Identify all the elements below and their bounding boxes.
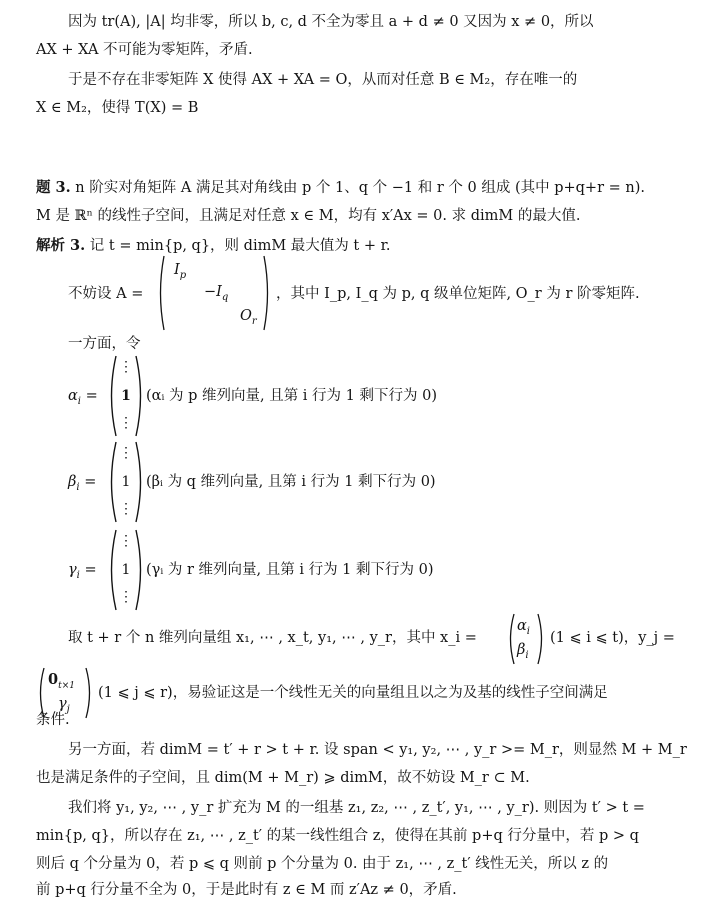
text-line-4: X ∈ M₂，使得 T(X) = B (36, 100, 199, 116)
text-line-17: 则后 q 个分量为 0，若 p ⩽ q 则前 p 个分量为 0. 由于 z₁, ⋯ , z_t′ 线性无关，所以 z 的 (36, 856, 609, 872)
text-line-15: 我们将 y₁, y₂, ⋯ , y_r 扩充为 M 的一组基 z₁, z₂, ⋯ , z_t′, y₁, ⋯ , y_r). 则因为 t′ > t = (68, 800, 645, 816)
yj-bottom-entry: $\gamma_j$ (58, 696, 70, 715)
problem-3-statement (36, 178, 645, 198)
yj-range-line: (1 ⩽ j ⩽ r)，易验证这是一个线性无关的向量组且以之为及基的线性子空间满足 (98, 685, 608, 701)
text-line-1: 因为 tr(A), |A| 均非零，所以 b, c, d 不全为零且 a + d ≠ 0 又因为 x ≠ 0，所以 (68, 14, 594, 30)
left-paren-icon (156, 254, 166, 332)
problem-3-heading: 题 3. (36, 179, 71, 196)
take-vectors-line: 取 t + r 个 n 维列向量组 x₁, ⋯ , x_t, y₁, ⋯ , y_r，其中 x_i = (68, 630, 477, 646)
beta-label: $\beta_i$ = (68, 474, 97, 493)
vector-dots-bottom: ⋮ (119, 415, 133, 431)
right-paren-icon (84, 666, 94, 720)
text-line-14: 也是满足条件的子空间，且 dim(M + M_r) ⩾ dimM，故不妨设 M_r ⊂ M. (36, 770, 530, 786)
vector-dots-bottom: ⋮ (119, 589, 133, 605)
beta-description: (βᵢ 为 q 维列向量, 且第 i 行为 1 剩下行为 0) (146, 474, 436, 490)
vector-one: 1 (121, 474, 131, 490)
alpha-description: (αᵢ 为 p 维列向量, 且第 i 行为 1 剩下行为 0) (146, 388, 437, 404)
right-paren-icon (262, 254, 272, 332)
text-line-3: 于是不存在非零矩阵 X 使得 AX + XA = O，从而对任意 B ∈ M₂，存在唯一的 (68, 72, 578, 88)
text-line-9: 一方面，令 (68, 336, 141, 352)
solution-3-heading: 解析 3. (36, 237, 86, 254)
xi-bottom-entry: $\beta_i$ (517, 642, 529, 661)
vector-dots-bottom: ⋮ (119, 501, 133, 517)
matrix-a-description: ，其中 I_p, I_q 为 p, q 级单位矩阵, O_r 为 r 阶零矩阵. (276, 286, 640, 302)
vector-one: 1 (121, 562, 131, 578)
gamma-vector (104, 528, 148, 612)
alpha-label: $\alpha_i$ = (68, 388, 98, 407)
vector-dots-top: ⋮ (119, 359, 133, 375)
beta-vector (104, 440, 148, 524)
text-line-12: 条件. (36, 712, 70, 728)
text-line-6: M 是 ℝⁿ 的线性子空间，且满足对任意 x ∈ M，均有 x′Ax = 0. 求 dimM 的最大值. (36, 208, 581, 224)
problem-3-text: n 阶实对角矩阵 A 满足其对角线由 p 个 1、q 个 −1 和 r 个 0 组成 (其中 p+q+r = n). (70, 180, 645, 196)
matrix-entry-iq: $-I_q$ (204, 284, 229, 303)
yj-top-entry: $0_{t\times 1}$ (48, 671, 75, 691)
right-paren-icon (536, 612, 546, 666)
text-line-13: 另一方面，若 dimM = t′ + r > t + r. 设 span < y₁, y₂, ⋯ , y_r >= M_r，则显然 M + M_r (68, 742, 687, 758)
matrix-entry-or: $O_r$ (240, 308, 257, 327)
vector-dots-top: ⋮ (119, 533, 133, 549)
vector-one: 1 (121, 388, 131, 404)
gamma-label: $\gamma_i$ = (68, 562, 97, 581)
xi-top-entry: $\alpha_i$ (517, 618, 530, 637)
alpha-vector (104, 354, 148, 438)
matrix-a (156, 254, 274, 332)
matrix-entry-ip: $I_p$ (174, 262, 187, 281)
xi-range: (1 ⩽ i ⩽ t)，y_j = (550, 630, 675, 646)
solution-3-text: 记 t = min{p, q}，则 dimM 最大值为 t + r. (85, 238, 391, 254)
text-line-2: AX + XA 不可能为零矩阵，矛盾. (36, 42, 253, 58)
left-paren-icon (506, 612, 516, 666)
gamma-description: (γᵢ 为 r 维列向量, 且第 i 行为 1 剩下行为 0) (146, 562, 434, 578)
text-line-16: min{p, q}，所以存在 z₁, ⋯ , z_t′ 的某一线性组合 z，使得在其前 p+q 行分量中，若 p > q (36, 828, 639, 844)
xi-vector (506, 612, 546, 666)
vector-dots-top: ⋮ (119, 445, 133, 461)
text-line-18: 前 p+q 行分量不全为 0，于是此时有 z ∈ M 而 z′Az ≠ 0，矛盾. (36, 882, 457, 898)
solution-3-intro (36, 236, 391, 256)
assume-a-label: 不妨设 A = (68, 286, 144, 302)
